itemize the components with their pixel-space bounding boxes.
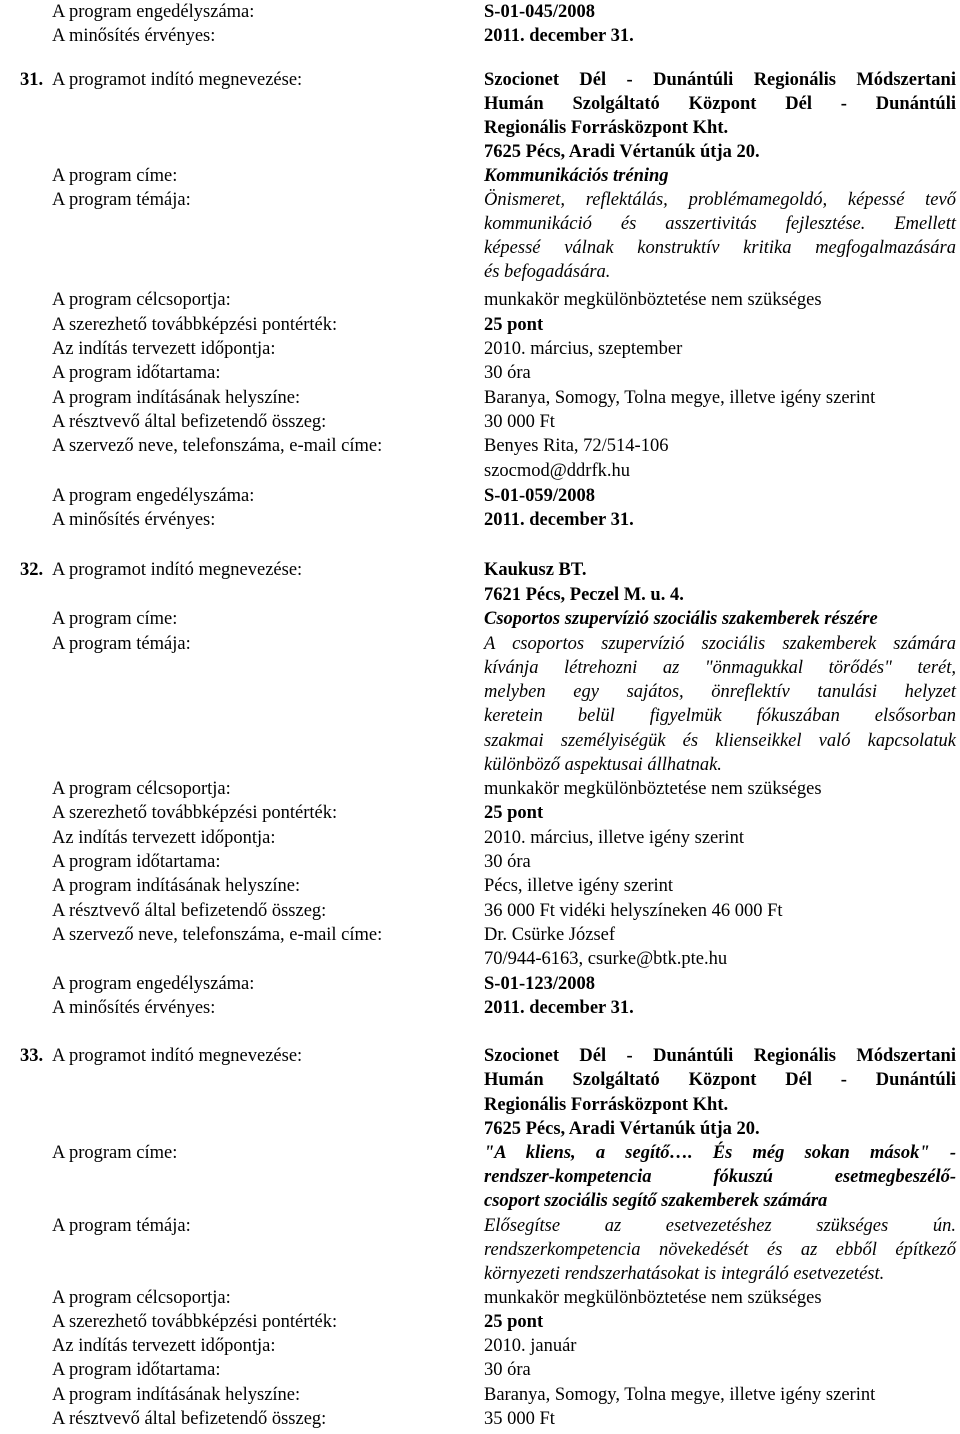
location-value: Baranya, Somogy, Tolna megye, illetve igény szerint [484, 1385, 876, 1405]
points-row [0, 1310, 960, 1334]
title-label: A program címe: [52, 1143, 178, 1163]
fee-label: A résztvevő által befizetendő összeg: [52, 1409, 327, 1429]
organizer-address: 7621 Pécs, Peczel M. u. 4. [484, 585, 684, 605]
topic-label: A program témája: [52, 634, 191, 654]
validity-row [0, 508, 960, 532]
validity-label: A minősítés érvényes: [52, 998, 216, 1018]
contact-row [0, 434, 960, 458]
points-value: 25 pont [484, 1312, 544, 1332]
organizer-line: Szocionet Dél - Dunántúli Regionális Módszertani [484, 1046, 956, 1066]
validity-row [0, 996, 960, 1020]
title-label: A program címe: [52, 166, 178, 186]
fee-value: 30 000 Ft [484, 412, 555, 432]
points-value: 25 pont [484, 803, 544, 823]
target-row [0, 288, 960, 312]
topic-line: és befogadására. [484, 262, 611, 282]
contact-email: szocmod@ddrfk.hu [484, 461, 630, 481]
title-row [0, 607, 960, 631]
topic-line: rendszerkompetencia növekedését és az ebből építkező [484, 1240, 956, 1260]
points-label: A szerezhető továbbképzési pontérték: [52, 1312, 338, 1332]
fee-row [0, 410, 960, 434]
organizer-line: Humán Szolgáltató Központ Dél - Dunántúli [484, 94, 956, 114]
topic-line: képessé válnak konstruktív kritika megfogalmazására [484, 238, 956, 258]
organizer-address: 7625 Pécs, Aradi Vértanúk útja 20. [484, 1119, 760, 1139]
organizer-label: A programot indító megnevezése: [52, 70, 303, 90]
points-row [0, 313, 960, 337]
duration-label: A program időtartama: [52, 363, 221, 383]
topic-label: A program témája: [52, 1216, 191, 1236]
points-row [0, 801, 960, 825]
license-label: A program engedélyszáma: [52, 2, 255, 22]
target-label: A program célcsoportja: [52, 290, 231, 310]
contact-label: A szervező neve, telefonszáma, e-mail címe: [52, 436, 383, 456]
license-value: S-01-123/2008 [484, 974, 595, 994]
fee-value: 35 000 Ft [484, 1409, 555, 1429]
location-label: A program indításának helyszíne: [52, 388, 301, 408]
organizer-label: A programot indító megnevezése: [52, 560, 303, 580]
topic-line: kommunikáció és asszertivitás fejlesztése. Emellett [484, 214, 956, 234]
fee-label: A résztvevő által befizetendő összeg: [52, 901, 327, 921]
location-row [0, 386, 960, 410]
validity-value: 2011. december 31. [484, 510, 634, 530]
topic-row [0, 188, 960, 212]
start-row [0, 337, 960, 361]
start-label: Az indítás tervezett időpontja: [52, 828, 276, 848]
prev-license-row [0, 0, 960, 24]
organizer-label: A programot indító megnevezése: [52, 1046, 303, 1066]
topic-line: keretein belül figyelmük fókuszában elsősorban [484, 706, 956, 726]
fee-row [0, 899, 960, 923]
license-label: A program engedélyszáma: [52, 974, 255, 994]
location-label: A program indításának helyszíne: [52, 1385, 301, 1405]
target-label: A program célcsoportja: [52, 779, 231, 799]
title-line: rendszer-kompetencia fókuszú esetmegbeszélő- [484, 1167, 956, 1187]
start-value: 2010. március, illetve igény szerint [484, 828, 744, 848]
start-row [0, 826, 960, 850]
organizer-line: Humán Szolgáltató Központ Dél - Dunántúli [484, 1070, 956, 1090]
start-label: Az indítás tervezett időpontja: [52, 1336, 276, 1356]
topic-line: Önismeret, reflektálás, problémamegoldó, képessé tevő [484, 190, 956, 210]
fee-value: 36 000 Ft vidéki helyszíneken 46 000 Ft [484, 901, 783, 921]
points-label: A szerezhető továbbképzési pontérték: [52, 803, 338, 823]
duration-label: A program időtartama: [52, 1360, 221, 1380]
location-row [0, 874, 960, 898]
start-value: 2010. január [484, 1336, 577, 1356]
target-value: munkakör megkülönböztetése nem szükséges [484, 1288, 822, 1308]
organizer-row [0, 558, 960, 582]
topic-line: melyben egy sajátos, önreflektív tanulási helyzet [484, 682, 956, 702]
location-row [0, 1383, 960, 1407]
topic-line: szakmai személyiségük és klienseikkel való kapcsolatuk [484, 731, 956, 751]
program-title: Csoportos szupervízió szociális szakemberek részére [484, 609, 878, 629]
fee-row [0, 1407, 960, 1431]
program-title: Kommunikációs tréning [484, 166, 669, 186]
duration-value: 30 óra [484, 852, 531, 872]
license-value: S-01-059/2008 [484, 486, 595, 506]
topic-line: kívánja létrehozni az "önmagukkal törődés" terét, [484, 658, 956, 678]
license-row [0, 972, 960, 996]
location-label: A program indításának helyszíne: [52, 876, 301, 896]
duration-row [0, 1358, 960, 1382]
location-value: Pécs, illetve igény szerint [484, 876, 674, 896]
duration-row [0, 850, 960, 874]
topic-row [0, 1214, 960, 1238]
license-value: S-01-045/2008 [484, 2, 595, 22]
prev-validity-row [0, 24, 960, 48]
topic-label: A program témája: [52, 190, 191, 210]
target-value: munkakör megkülönböztetése nem szükséges [484, 290, 822, 310]
entry-number: 33. [20, 1046, 44, 1066]
points-value: 25 pont [484, 315, 544, 335]
duration-value: 30 óra [484, 1360, 531, 1380]
organizer-address: 7625 Pécs, Aradi Vértanúk útja 20. [484, 142, 760, 162]
contact-name: Dr. Csürke József [484, 925, 616, 945]
duration-label: A program időtartama: [52, 852, 221, 872]
topic-line: különböző aspektusai állhatnak. [484, 755, 722, 775]
contact-row [0, 923, 960, 947]
topic-row [0, 632, 960, 656]
validity-label: A minősítés érvényes: [52, 510, 216, 530]
organizer-line: Kaukusz BT. [484, 560, 587, 580]
license-label: A program engedélyszáma: [52, 486, 255, 506]
start-value: 2010. március, szeptember [484, 339, 683, 359]
start-label: Az indítás tervezett időpontja: [52, 339, 276, 359]
validity-value: 2011. december 31. [484, 26, 634, 46]
contact-label: A szervező neve, telefonszáma, e-mail címe: [52, 925, 383, 945]
organizer-row [0, 68, 960, 92]
validity-value: 2011. december 31. [484, 998, 634, 1018]
contact-name: Benyes Rita, 72/514-106 [484, 436, 669, 456]
target-row [0, 777, 960, 801]
points-label: A szerezhető továbbképzési pontérték: [52, 315, 338, 335]
title-line: csoport szociális segítő szakemberek számára [484, 1191, 828, 1211]
contact-phone-email: 70/944-6163, csurke@btk.pte.hu [484, 949, 728, 969]
title-row [0, 1141, 960, 1165]
fee-label: A résztvevő által befizetendő összeg: [52, 412, 327, 432]
license-row [0, 484, 960, 508]
title-label: A program címe: [52, 609, 178, 629]
title-line: "A kliens, a segítő…. És még sokan mások" - [484, 1143, 956, 1163]
organizer-line: Szocionet Dél - Dunántúli Regionális Módszertani [484, 70, 956, 90]
target-label: A program célcsoportja: [52, 1288, 231, 1308]
topic-line: A csoportos szupervízió szociális szakemberek számára [484, 634, 956, 654]
entry-number: 32. [20, 560, 44, 580]
organizer-row [0, 1044, 960, 1068]
topic-line: Elősegítse az esetvezetéshez szükséges ún. [484, 1216, 956, 1236]
start-row [0, 1334, 960, 1358]
title-row [0, 164, 960, 188]
entry-number: 31. [20, 70, 44, 90]
validity-label: A minősítés érvényes: [52, 26, 216, 46]
duration-row [0, 361, 960, 385]
location-value: Baranya, Somogy, Tolna megye, illetve igény szerint [484, 388, 876, 408]
target-value: munkakör megkülönböztetése nem szükséges [484, 779, 822, 799]
target-row [0, 1286, 960, 1310]
organizer-line: Regionális Forrásközpont Kht. [484, 1095, 729, 1115]
organizer-line: Regionális Forrásközpont Kht. [484, 118, 729, 138]
topic-line: környezeti rendszerhatásokat is integráló esetvezetést. [484, 1264, 885, 1284]
duration-value: 30 óra [484, 363, 531, 383]
